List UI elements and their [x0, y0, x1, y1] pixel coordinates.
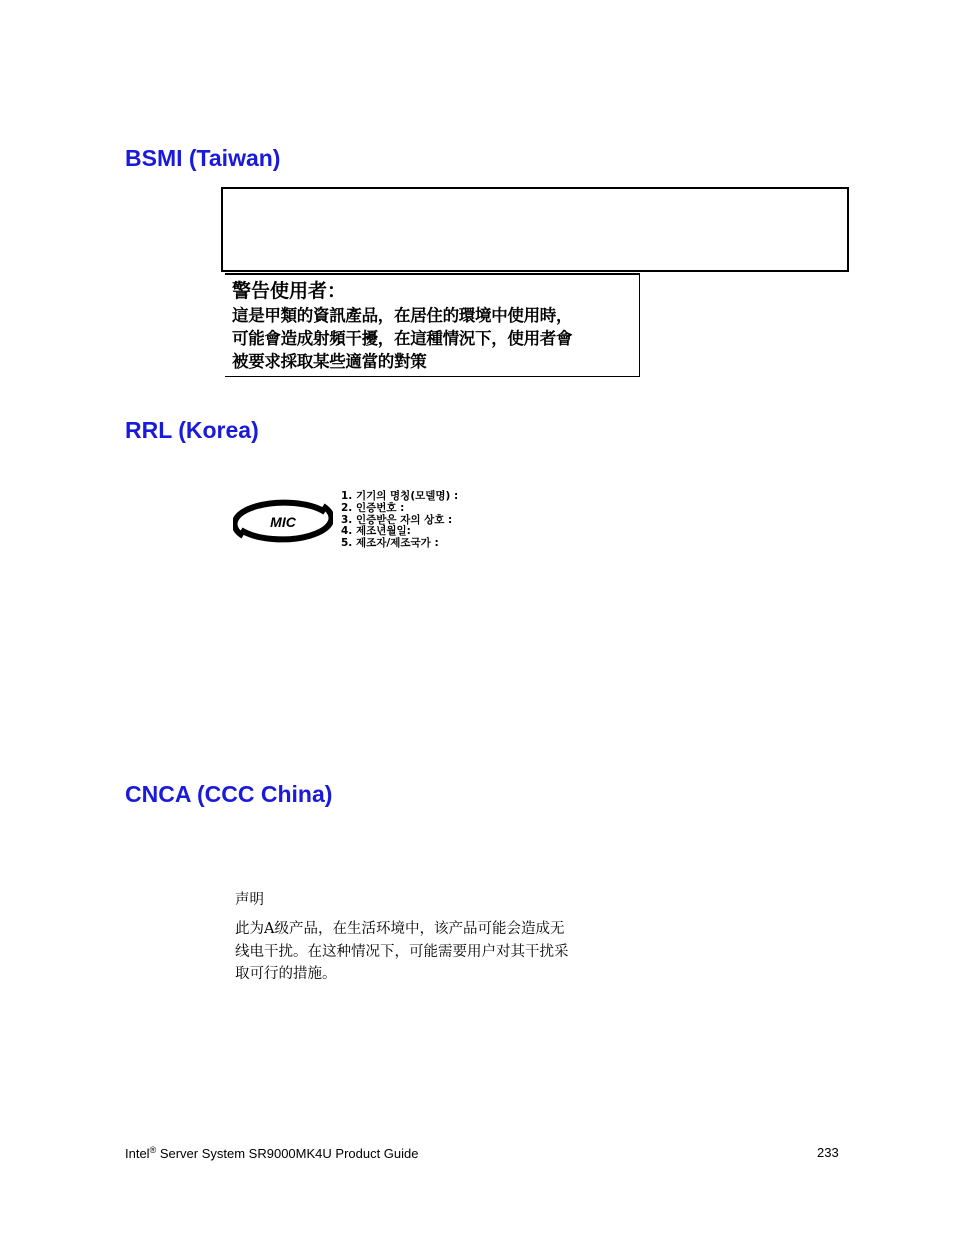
mic-logo-text: MIC: [270, 514, 296, 530]
taiwan-warning-line: 被要求採取某些適當的對策: [232, 352, 427, 371]
china-statement-title: 声明: [235, 892, 264, 908]
bordered-empty-box: [221, 187, 849, 272]
mic-info-item: 5. 제조자/제조국가 :: [341, 537, 439, 550]
taiwan-warning-notice: [225, 273, 640, 377]
footer-page-number: 233: [817, 1145, 839, 1160]
china-statement: [235, 890, 655, 986]
china-statement-line: 取可行的措施。: [235, 966, 337, 982]
china-statement-line: 线电干扰。在这种情况下，可能需要用户对其干扰采: [235, 943, 569, 960]
taiwan-warning-line: 這是甲類的資訊產品，在居住的環境中使用時，: [232, 306, 573, 325]
taiwan-warning-line: 可能會造成射頻干擾，在這種情況下，使用者會: [232, 329, 573, 348]
heading-rrl-korea: RRL (Korea): [125, 417, 259, 443]
china-statement-line: 此为A级产品，在生活环境中，该产品可能会造成无: [235, 921, 565, 937]
mic-info-item: 1. 기기의 명칭(모델명) :: [341, 490, 459, 502]
mic-info-item: 2. 인증번호 :: [341, 501, 405, 514]
taiwan-warning-title: 警告使用者：: [232, 280, 347, 302]
heading-cnca-ccc-china: CNCA (CCC China): [125, 781, 333, 807]
footer-title-text: Server System SR9000MK4U Product Guide: [156, 1146, 419, 1161]
mic-info-item: 4. 제조년월일:: [341, 525, 411, 538]
heading-bsmi-taiwan: BSMI (Taiwan): [125, 145, 281, 171]
footer-document-title: [125, 1145, 419, 1161]
korea-mic-label: [233, 487, 583, 557]
mic-info-item: 3. 인증받은 자의 상호 :: [341, 513, 453, 526]
mic-logo-icon: [233, 490, 333, 552]
mic-info-list: [341, 491, 458, 550]
registered-mark: ®: [149, 1145, 157, 1155]
footer-brand: Intel: [125, 1146, 150, 1161]
